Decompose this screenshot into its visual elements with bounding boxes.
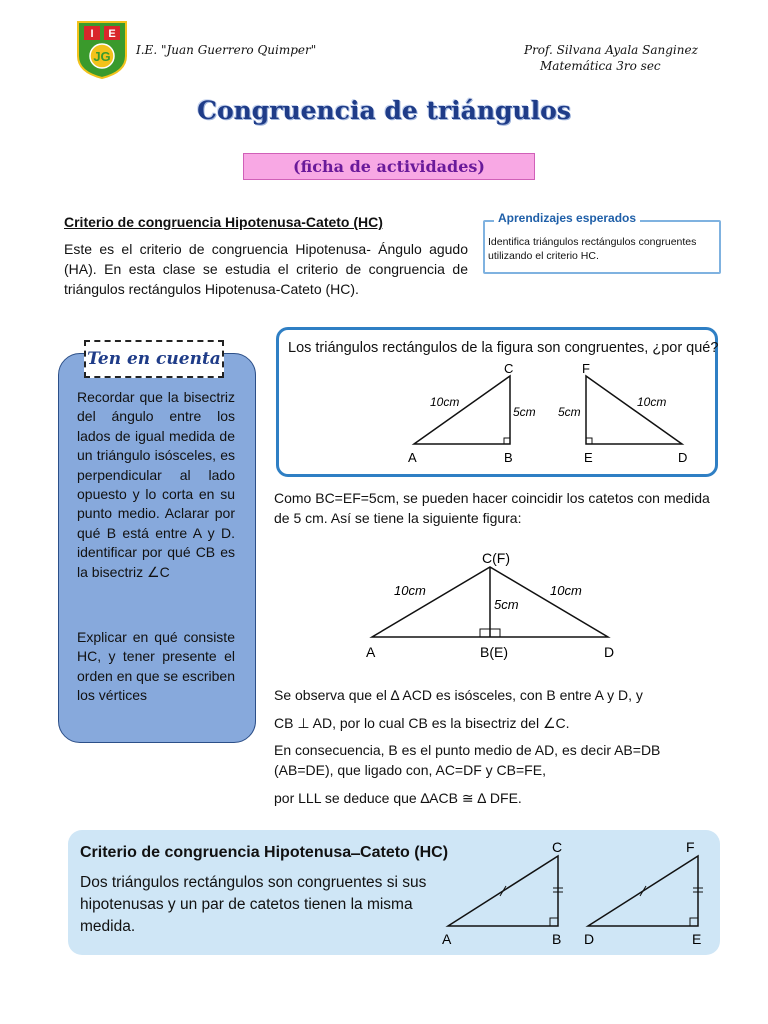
fig2-height: 5cm (494, 597, 519, 612)
fig2-left-side: 10cm (394, 583, 426, 598)
aprendizajes-text: Identifica triángulos rectángulos congruentes utilizando el criterio HC. (488, 236, 697, 262)
explanation-4: En consecuencia, B es el punto medio de AD, es decir AB=DB (AB=DE), que ligado con, AC=DF y CB=FE, (274, 742, 661, 778)
fig1-hyp-left: 10cm (430, 395, 460, 409)
tener-paragraph-1: Recordar que la bisectriz del ángulo entre los lados de igual medida de un triángulo isósceles, es perpendicular al lado opuesto y lo corta en su punto medio. Aclarar por qué B está entre A y D. identificar por qué CB es la bisectriz ∠C (77, 389, 235, 580)
fig2-right-side: 10cm (550, 583, 582, 598)
school-name: I.E. "Juan Guerrero Quimper" (136, 43, 317, 57)
course-name: Matemática 3ro sec (540, 59, 661, 73)
fig1-label-f: F (582, 361, 590, 376)
fig1-label-c: C (504, 361, 514, 376)
crit-label-e: E (692, 931, 702, 947)
logo-letter-i: I (90, 28, 94, 40)
triangle-fed (586, 376, 682, 444)
school-logo (76, 20, 128, 80)
logo-letters-jg: JG (93, 49, 111, 64)
explanation-3: CB ⊥ AD, por lo cual CB es la bisectriz del ∠C. (274, 715, 570, 731)
fig1-hyp-right: 10cm (637, 395, 667, 409)
crit-label-d: D (584, 931, 595, 947)
teacher-name: Prof. Silvana Ayala Sanginez (524, 43, 698, 57)
page-title: Congruencia de triángulos (197, 96, 571, 125)
tener-en-cuenta-label: Ten en cuenta (84, 340, 224, 378)
aprendizajes-heading: Aprendizajes esperados (494, 211, 640, 225)
figure1-question: Los triángulos rectángulos de la figura son congruentes, ¿por qué? (288, 340, 719, 356)
fig2-label-be: B(E) (480, 644, 508, 660)
fig1-label-e: E (584, 450, 593, 465)
crit-label-a: A (442, 931, 452, 947)
fig1-leg-left: 5cm (513, 405, 536, 419)
fig1-label-b: B (504, 450, 513, 465)
fig2-label-a: A (366, 644, 376, 660)
explanation-1: Como BC=EF=5cm, se pueden hacer coincidir los catetos con medida de 5 cm. Así se tiene la siguiente figura: (274, 490, 710, 526)
fig2-label-d: D (604, 644, 615, 660)
fig1-label-a: A (408, 450, 417, 465)
section-intro: Este es el criterio de congruencia Hipotenusa- Ángulo agudo (HA). En esta clase se estudia el criterio de congruencia de triángulos rectángulos Hipotenusa-Cateto (HC). (64, 241, 468, 297)
figure1-triangles (400, 360, 700, 468)
crit-label-c: C (552, 839, 563, 855)
criterio-triangles (436, 836, 716, 950)
page-subtitle: (ficha de actividades) (243, 153, 535, 180)
criterio-text: Dos triángulos rectángulos son congruentes si sus hipotenusas y un par de catetos tienen la misma medida. (80, 874, 427, 935)
crit-label-b: B (552, 931, 562, 947)
triangle-acb (414, 376, 510, 444)
fig1-label-d: D (678, 450, 688, 465)
fig2-label-cf: C(F) (482, 550, 510, 566)
explanation-5: por LLL se deduce que ∆ACB ≅ ∆ DFE. (274, 790, 522, 806)
fig1-leg-right: 5cm (558, 405, 581, 419)
logo-letter-e: E (108, 28, 116, 40)
tener-paragraph-2: Explicar en qué consiste HC, y tener presente el orden en que se escriben los vértices (77, 629, 235, 704)
section-heading: Criterio de congruencia Hipotenusa-Cateto (HC) (64, 214, 383, 230)
explanation-2: Se observa que el ∆ ACD es isósceles, con B entre A y D, y (274, 687, 643, 703)
criterio-heading: Criterio de congruencia Hipotenusa ̶ Cateto (HC) (80, 844, 449, 861)
figure2-isosceles (360, 545, 630, 665)
crit-label-f: F (686, 839, 695, 855)
